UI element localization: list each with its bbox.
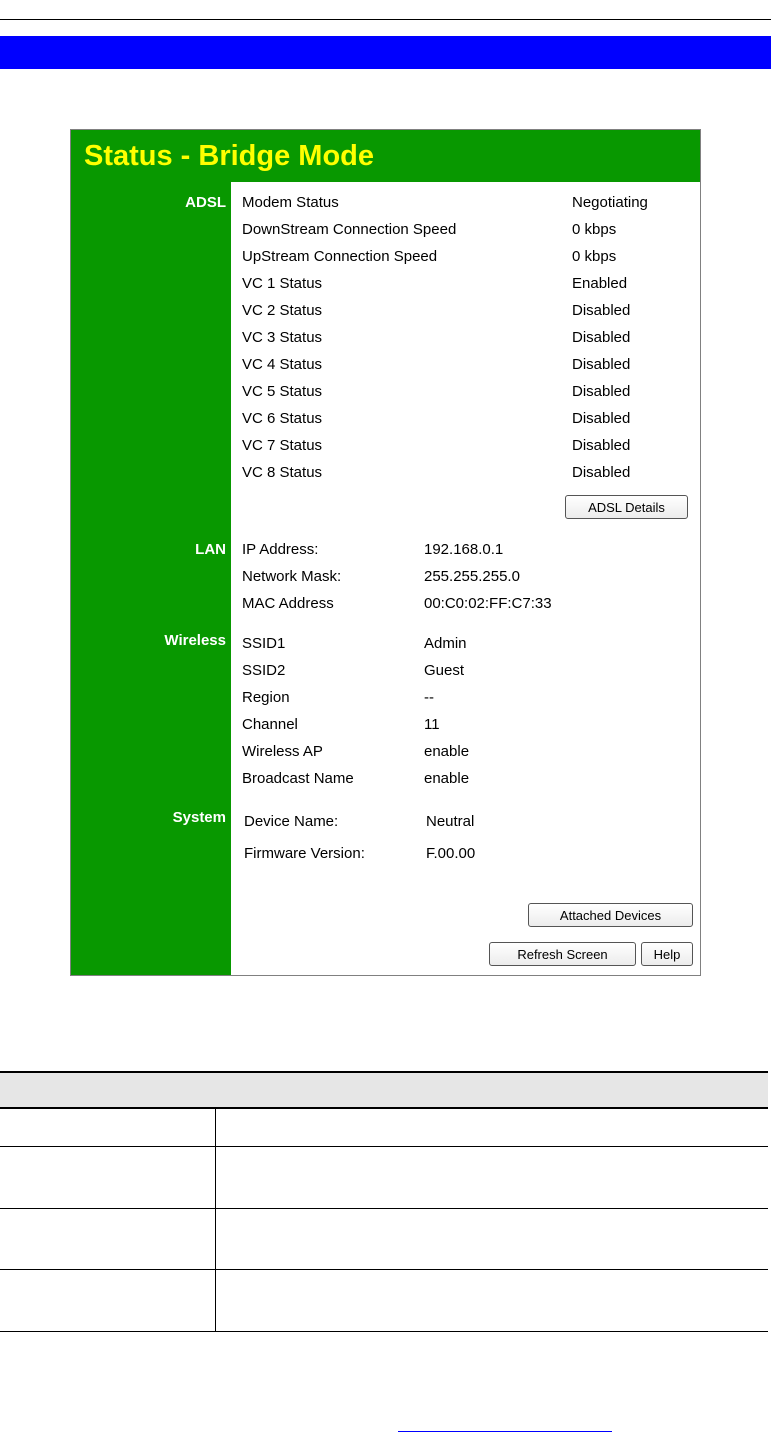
status-content [231, 182, 700, 975]
row-label: IP Address: [242, 541, 319, 558]
row-label: VC 8 Status [242, 464, 323, 481]
section-label-adsl: ADSL [185, 194, 226, 211]
row-label: VC 3 Status [242, 329, 323, 346]
status-panel [70, 129, 701, 976]
row-value: Negotiating [572, 194, 648, 211]
section-label-wireless: Wireless [164, 632, 226, 649]
row-label: Device Name: [244, 813, 339, 830]
row-value: Neutral [426, 813, 475, 830]
row-value: -- [424, 689, 434, 706]
row-label: MAC Address [242, 595, 334, 612]
row-label: SSID1 [242, 635, 286, 652]
section-label-lan: LAN [195, 541, 226, 558]
row-label: Network Mask: [242, 568, 342, 585]
row-value: Disabled [572, 464, 631, 481]
table-divider [0, 1146, 768, 1147]
help-button[interactable]: Help [641, 942, 693, 966]
row-value: 192.168.0.1 [424, 541, 504, 558]
row-value: Disabled [572, 383, 631, 400]
table-divider [0, 1269, 768, 1270]
row-label: VC 2 Status [242, 302, 323, 319]
row-label: VC 1 Status [242, 275, 323, 292]
row-label: VC 4 Status [242, 356, 323, 373]
row-value: 11 [424, 716, 440, 733]
row-label: VC 7 Status [242, 437, 323, 454]
table-header [0, 1071, 768, 1109]
refresh-screen-button[interactable]: Refresh Screen [489, 942, 636, 966]
row-label: Broadcast Name [242, 770, 354, 787]
footer-link-underline[interactable] [398, 1431, 612, 1432]
row-value: enable [424, 743, 470, 760]
header-bar [0, 36, 771, 69]
row-value: Admin [424, 635, 467, 652]
adsl-details-button[interactable]: ADSL Details [565, 495, 688, 519]
row-value: 00:C0:02:FF:C7:33 [424, 595, 552, 612]
row-label: Firmware Version: [244, 845, 365, 862]
page-title: Status - Bridge Mode [84, 140, 375, 172]
table-column-divider [215, 1109, 216, 1331]
row-value: Disabled [572, 302, 631, 319]
row-value: Guest [424, 662, 465, 679]
row-value: 255.255.255.0 [424, 568, 520, 585]
row-value: Disabled [572, 329, 631, 346]
row-value: 0 kbps [572, 248, 617, 265]
row-label: Wireless AP [242, 743, 323, 760]
row-label: Region [242, 689, 290, 706]
row-label: DownStream Connection Speed [242, 221, 457, 238]
row-label: Modem Status [242, 194, 339, 211]
table-divider [0, 1208, 768, 1209]
row-label: SSID2 [242, 662, 286, 679]
row-value: F.00.00 [426, 845, 476, 862]
section-label-system: System [172, 809, 226, 826]
row-value: 0 kbps [572, 221, 617, 238]
attached-devices-button[interactable]: Attached Devices [528, 903, 693, 927]
table-divider [0, 1331, 768, 1332]
row-label: Channel [242, 716, 298, 733]
top-rule [0, 19, 771, 20]
row-value: Disabled [572, 437, 631, 454]
row-label: VC 5 Status [242, 383, 323, 400]
row-value: Disabled [572, 356, 631, 373]
row-label: VC 6 Status [242, 410, 323, 427]
row-value: Enabled [572, 275, 628, 292]
row-value: Disabled [572, 410, 631, 427]
row-value: enable [424, 770, 470, 787]
row-label: UpStream Connection Speed [242, 248, 438, 265]
